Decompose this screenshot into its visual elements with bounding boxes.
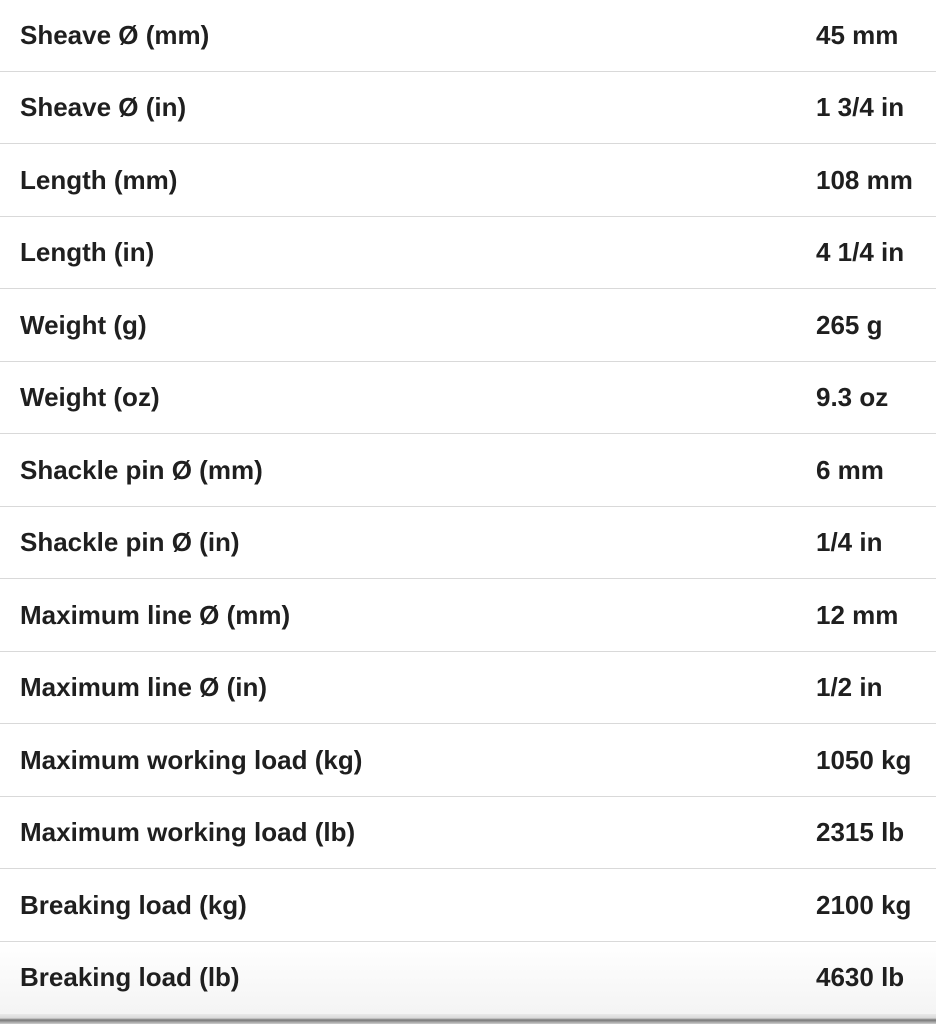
spec-label: Breaking load (lb) [20,962,240,992]
spec-value: 1/4 in [816,527,883,557]
spec-value: 2315 lb [816,817,905,847]
spec-row-length-in [0,217,936,289]
spec-label: Length (in) [20,237,155,267]
spec-value: 4 1/4 in [816,237,905,267]
spec-row-sheave-mm [0,0,936,72]
spec-label: Length (mm) [20,165,178,195]
spec-value: 12 mm [816,600,899,630]
spec-label: Sheave Ø (in) [20,92,187,122]
spec-label: Maximum working load (lb) [20,817,356,847]
spec-value: 1050 kg [816,745,912,775]
spec-label: Maximum line Ø (mm) [20,600,291,630]
spec-row-max-working-load-lb [0,797,936,869]
spec-row-max-line-mm [0,580,936,652]
spec-value: 1 3/4 in [816,92,905,122]
spec-value: 1/2 in [816,672,883,702]
spec-row-weight-g [0,290,936,362]
spec-value: 4630 lb [816,962,905,992]
spec-label: Shackle pin Ø (mm) [20,455,263,485]
spec-value: 45 mm [816,20,899,50]
spec-label: Maximum line Ø (in) [20,672,268,702]
spec-label: Breaking load (kg) [20,890,247,920]
spec-row-max-line-in [0,652,936,724]
spec-row-breaking-load-lb [0,942,936,1014]
spec-value: 9.3 oz [816,382,889,412]
spec-value: 265 g [816,310,883,340]
spec-row-max-working-load-kg [0,725,936,797]
spec-label: Shackle pin Ø (in) [20,527,240,557]
spec-row-shackle-pin-in [0,507,936,579]
spec-row-shackle-pin-mm [0,435,936,507]
spec-value: 108 mm [816,165,913,195]
spec-value: 2100 kg [816,890,912,920]
spec-value: 6 mm [816,455,884,485]
spec-row-weight-oz [0,362,936,434]
spec-label: Weight (g) [20,310,147,340]
spec-label: Weight (oz) [20,382,160,412]
spec-label: Sheave Ø (mm) [20,20,210,50]
bottom-edge-divider [0,1014,936,1024]
spec-label: Maximum working load (kg) [20,745,363,775]
spec-row-length-mm [0,145,936,217]
spec-row-sheave-in [0,72,936,144]
spec-row-breaking-load-kg [0,870,936,942]
